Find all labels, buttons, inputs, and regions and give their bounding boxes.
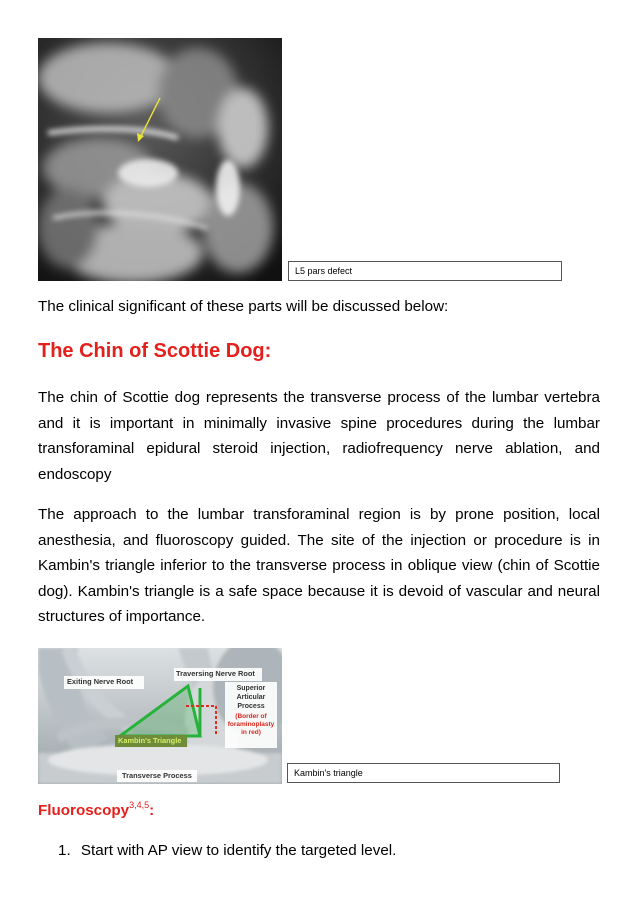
list-item bbox=[58, 842, 396, 859]
list-text: Start with AP view to identify the targeted level. bbox=[80, 842, 397, 859]
paragraph-approach: The approach to the lumbar transforaminal region is by prone position, local anesthesia, and fluoroscopy guided. The site of the injection or procedure is in Kambin's triangle inferior to the transverse process in oblique view (chin of Scottie dog). Kambin's triangle is a safe space because it is devoid of vascular and neural structures of importance. bbox=[38, 506, 600, 625]
heading-colon: : bbox=[149, 802, 155, 819]
paragraph-chin-description: The chin of Scottie dog represents the transverse process of the lumbar vertebra and it is important in minimally invasive spine procedures during the lumbar transforaminal epidural steroid injection, radiofrequency nerve ablation, and endoscopy bbox=[38, 389, 600, 483]
xray-graphic bbox=[38, 38, 282, 281]
label-traversing-nerve-root: Traversing Nerve Root bbox=[176, 669, 255, 678]
fluoroscopy-title: Fluoroscopy bbox=[38, 802, 130, 819]
figure-caption-kambin bbox=[287, 763, 560, 783]
section-heading-fluoroscopy bbox=[38, 800, 154, 819]
list-number: 1. bbox=[58, 842, 71, 859]
xray-image bbox=[38, 38, 282, 281]
reference-superscript: 3,4,5 bbox=[129, 800, 150, 810]
label-border-foraminoplasty: (Border of foraminoplasty in red) bbox=[227, 713, 275, 736]
label-superior-articular-process: Superior Articular Process bbox=[236, 685, 266, 710]
section-heading-chin: The Chin of Scottie Dog: bbox=[38, 340, 272, 362]
intro-sentence: The clinical significant of these parts will be discussed below: bbox=[38, 298, 449, 315]
figure-caption-text: Kambin's triangle bbox=[294, 768, 363, 778]
label-exiting-nerve-root: Exiting Nerve Root bbox=[67, 677, 134, 686]
figure-caption-xray bbox=[288, 261, 562, 281]
label-kambins-triangle: Kambin's Triangle bbox=[118, 736, 182, 745]
label-transverse-process: Transverse Process bbox=[122, 771, 192, 780]
figure-caption-text: L5 pars defect bbox=[295, 266, 353, 276]
kambin-triangle-illustration bbox=[38, 648, 282, 784]
